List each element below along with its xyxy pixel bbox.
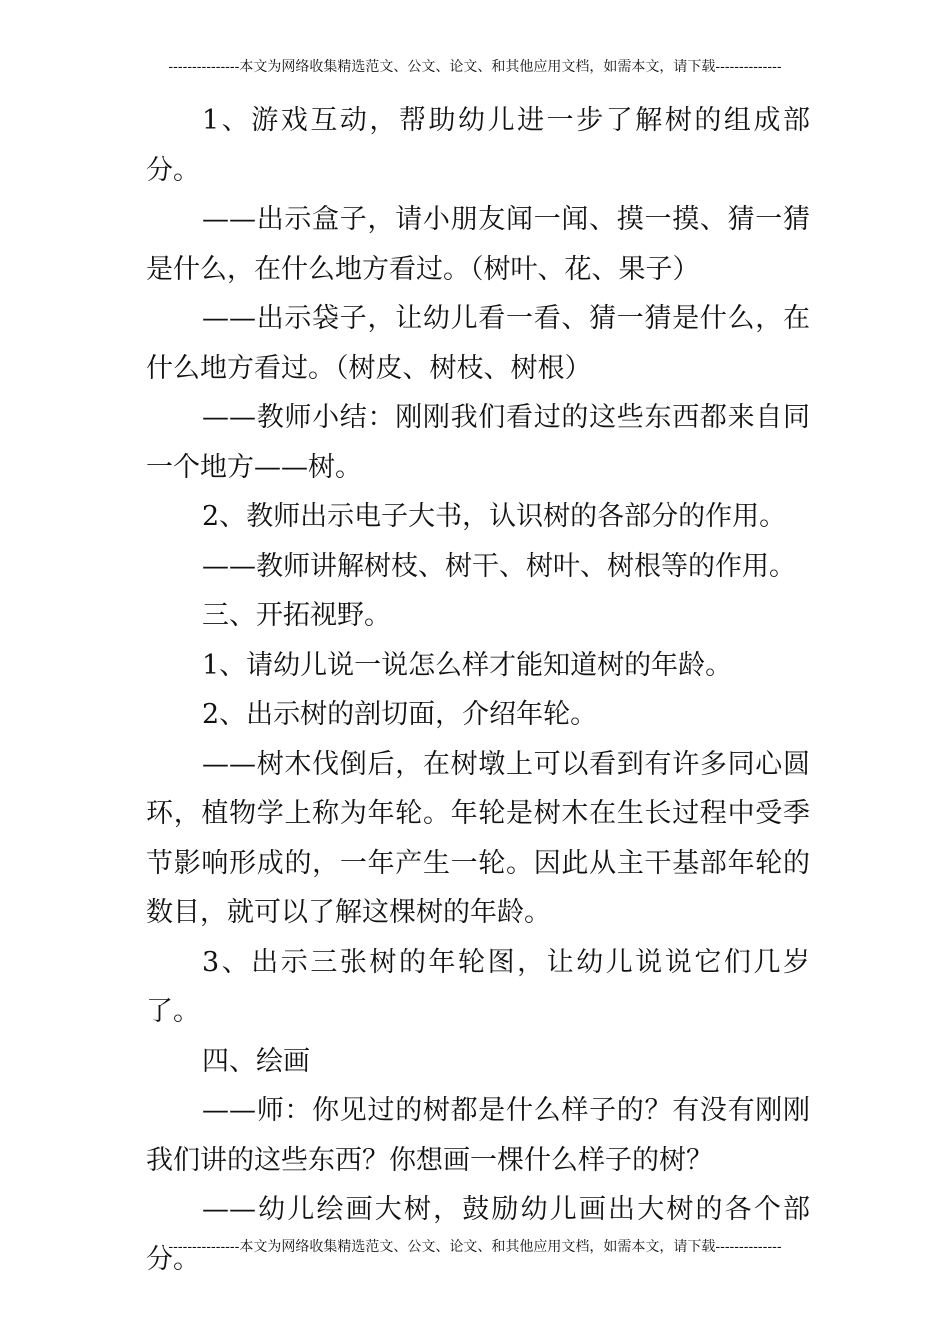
paragraph-6: ——教师讲解树枝、树干、树叶、树根等的作用。 [202,550,796,582]
section-heading-4: 四、绘画 [202,1045,310,1077]
page-footer: ---------------本文为网络收集精选范文、公文、论文、和其他应用文档，如需本文，请下载-------------- [168,1239,782,1255]
page-header: ---------------本文为网络收集精选范文、公文、论文、和其他应用文档，如需本文，请下载-------------- [168,59,782,75]
paragraph-3: ——出示袋子，让幼儿看一看、猜一猜是什么，在什么地方看过。（树皮、树枝、树根） [146,303,810,384]
section-heading-3: 三、开拓视野。 [202,600,391,631]
document-body [146,96,810,1284]
paragraph-7: 1、请幼儿说一说怎么样才能知道树的年龄。 [202,649,733,681]
paragraph-8: 2、出示树的剖切面，介绍年轮。 [202,699,598,730]
paragraph-11: ——师：你见过的树都是什么样子的？有没有刚刚我们讲的这些东西？你想画一棵什么样子的树？ [146,1095,810,1176]
paragraph-4: ——教师小结：刚刚我们看过的这些东西都来自同一个地方——树。 [146,402,810,483]
paragraph-5: 2、教师出示电子大书，认识树的各部分的作用。 [202,501,787,532]
paragraph-9: ——树木伐倒后，在树墩上可以看到有许多同心圆环，植物学上称为年轮。年轮是树木在生长过程中受季节影响形成的，一年产生一轮。因此从主干基部年轮的数目，就可以了解这棵树的年龄。 [146,748,810,928]
paragraph-12: ——幼儿绘画大树，鼓励幼儿画出大树的各个部分。 [146,1194,810,1275]
paragraph-2: ——出示盒子，请小朋友闻一闻、摸一摸、猜一猜是什么，在什么地方看过。（树叶、花、果子） [146,204,810,285]
paragraph-10: 3、出示三张树的年轮图，让幼儿说说它们几岁了。 [146,946,810,1027]
paragraph-1: 1、游戏互动，帮助幼儿进一步了解树的组成部分。 [146,105,810,186]
